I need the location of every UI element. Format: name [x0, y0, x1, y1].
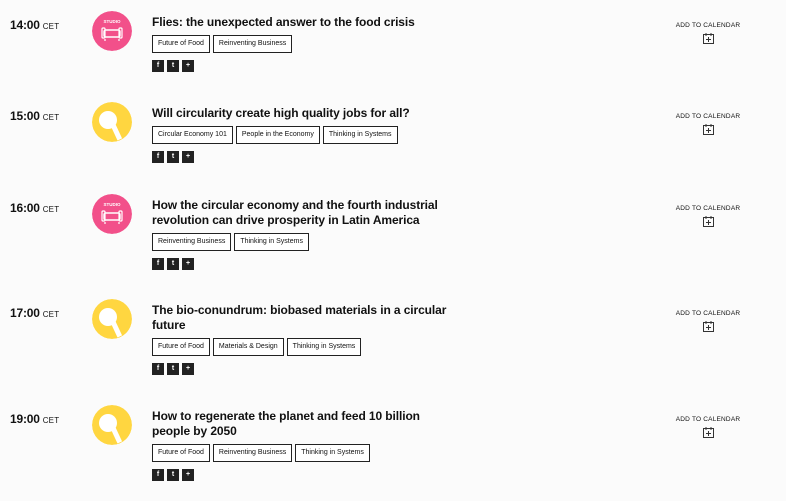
tag-circular-economy-101[interactable]: Circular Economy 101: [152, 126, 233, 144]
timezone-label: CET: [42, 310, 60, 319]
facebook-share-icon[interactable]: f: [152, 363, 164, 375]
tag-materials-and-design[interactable]: Materials & Design: [213, 338, 284, 356]
talk-badge-icon: [92, 405, 132, 445]
share-buttons: [152, 469, 452, 481]
add-to-calendar-label: ADD TO CALENDAR: [675, 113, 741, 120]
facebook-share-icon[interactable]: f: [152, 469, 164, 481]
add-to-calendar-button[interactable]: [668, 205, 748, 227]
more-share-icon[interactable]: +: [182, 151, 194, 163]
calendar-plus-icon: [703, 33, 714, 44]
event-time: 15:00 CET: [10, 109, 60, 123]
more-share-icon[interactable]: +: [182, 469, 194, 481]
event-row: [0, 17, 786, 107]
event-row: [0, 305, 786, 395]
facebook-share-icon[interactable]: f: [152, 258, 164, 270]
calendar-plus-icon: [703, 124, 714, 135]
twitter-share-icon[interactable]: t: [167, 60, 179, 72]
event-time: 17:00 CET: [10, 306, 60, 320]
event-time: 19:00 CET: [10, 412, 60, 426]
share-buttons: [152, 60, 452, 72]
event-title[interactable]: Flies: the unexpected answer to the food crisis: [152, 15, 415, 29]
talk-badge-icon: [92, 299, 132, 339]
timezone-label: CET: [42, 113, 60, 122]
calendar-plus-icon: [703, 321, 714, 332]
tag-future-of-food[interactable]: Future of Food: [152, 444, 210, 462]
event-row: [0, 411, 786, 501]
tag-thinking-in-systems[interactable]: Thinking in Systems: [234, 233, 309, 251]
add-to-calendar-button[interactable]: [668, 113, 748, 135]
add-to-calendar-button[interactable]: [668, 22, 748, 44]
studio-badge-icon: [92, 11, 132, 51]
tag-thinking-in-systems[interactable]: Thinking in Systems: [323, 126, 398, 144]
tag-reinventing-business[interactable]: Reinventing Business: [152, 233, 231, 251]
twitter-share-icon[interactable]: t: [167, 258, 179, 270]
tag-thinking-in-systems[interactable]: Thinking in Systems: [295, 444, 370, 462]
facebook-share-icon[interactable]: f: [152, 151, 164, 163]
add-to-calendar-label: ADD TO CALENDAR: [675, 310, 741, 317]
tag-list: [152, 338, 452, 356]
tag-people-in-the-economy[interactable]: People in the Economy: [236, 126, 320, 144]
tag-future-of-food[interactable]: Future of Food: [152, 338, 210, 356]
event-title[interactable]: The bio-conundrum: biobased materials in a circular future: [152, 303, 447, 332]
twitter-share-icon[interactable]: t: [167, 151, 179, 163]
studio-badge-icon: [92, 194, 132, 234]
share-buttons: [152, 258, 452, 270]
add-to-calendar-label: ADD TO CALENDAR: [675, 205, 741, 212]
calendar-plus-icon: [703, 216, 714, 227]
timezone-label: CET: [42, 416, 60, 425]
add-to-calendar-button[interactable]: [668, 310, 748, 332]
tag-list: [152, 35, 452, 53]
share-buttons: [152, 363, 452, 375]
tag-list: [152, 233, 452, 251]
facebook-share-icon[interactable]: f: [152, 60, 164, 72]
tag-reinventing-business[interactable]: Reinventing Business: [213, 35, 292, 53]
talk-badge-icon: [92, 102, 132, 142]
share-buttons: [152, 151, 452, 163]
more-share-icon[interactable]: +: [182, 258, 194, 270]
more-share-icon[interactable]: +: [182, 363, 194, 375]
event-time: 14:00 CET: [10, 18, 60, 32]
add-to-calendar-label: ADD TO CALENDAR: [675, 22, 741, 29]
twitter-share-icon[interactable]: t: [167, 363, 179, 375]
tag-thinking-in-systems[interactable]: Thinking in Systems: [287, 338, 362, 356]
tag-list: [152, 444, 452, 462]
badge-text: STUDIO: [103, 202, 121, 207]
event-row: [0, 200, 786, 290]
more-share-icon[interactable]: +: [182, 60, 194, 72]
tag-future-of-food[interactable]: Future of Food: [152, 35, 210, 53]
event-time: 16:00 CET: [10, 201, 60, 215]
tag-reinventing-business[interactable]: Reinventing Business: [213, 444, 292, 462]
timezone-label: CET: [42, 205, 60, 214]
event-title[interactable]: How to regenerate the planet and feed 10 billion people by 2050: [152, 409, 420, 438]
tag-list: [152, 126, 452, 144]
event-title[interactable]: Will circularity create high quality jobs for all?: [152, 106, 410, 120]
event-title[interactable]: How the circular economy and the fourth industrial revolution can drive prosperity in Latin America: [152, 198, 438, 227]
add-to-calendar-label: ADD TO CALENDAR: [675, 416, 741, 423]
event-row: [0, 108, 786, 198]
add-to-calendar-button[interactable]: [668, 416, 748, 438]
calendar-plus-icon: [703, 427, 714, 438]
badge-text: STUDIO: [103, 19, 121, 24]
timezone-label: CET: [42, 22, 60, 31]
twitter-share-icon[interactable]: t: [167, 469, 179, 481]
